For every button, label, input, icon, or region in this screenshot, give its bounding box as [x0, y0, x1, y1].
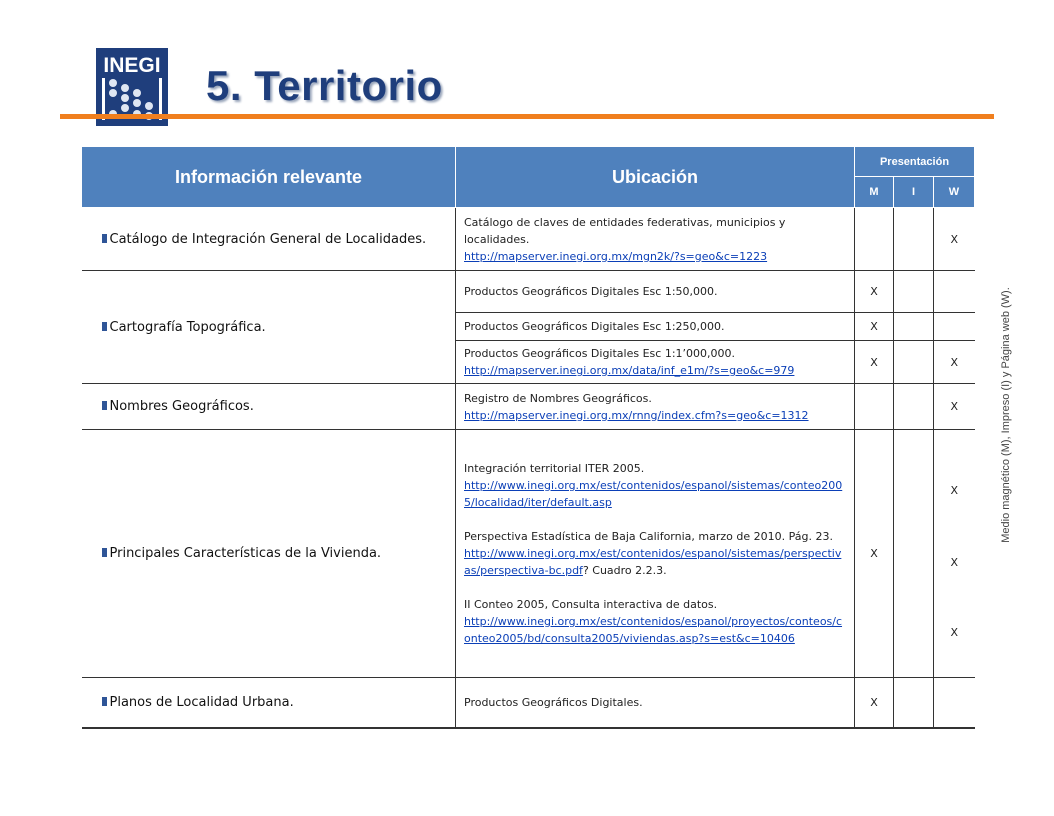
mark-w	[934, 678, 975, 728]
info-text: Catálogo de Integración General de Localidades.	[109, 231, 427, 247]
mark-i	[894, 430, 934, 678]
mark-i	[894, 384, 934, 430]
table-row	[82, 271, 975, 313]
header-presentacion: Presentación	[855, 147, 975, 177]
location-text: Registro de Nombres Geográficos.	[464, 391, 652, 405]
location-cell	[456, 271, 855, 313]
title-underline	[60, 114, 994, 119]
location-text: Productos Geográficos Digitales Esc 1:50,000.	[464, 285, 718, 298]
location-text: Catálogo de claves de entidades federativas, municipios y localidades.	[464, 215, 786, 246]
header-w: W	[934, 177, 975, 208]
mark-m: X	[855, 271, 894, 313]
mark-w: X	[950, 484, 959, 497]
mark-m	[855, 384, 894, 430]
bullet-icon	[102, 401, 107, 410]
header-i: I	[894, 177, 934, 208]
location-link[interactable]: http://www.inegi.org.mx/est/contenidos/espanol/sistemas/conteo2005/localidad/iter/default.asp	[464, 479, 843, 509]
location-text: Productos Geográficos Digitales Esc 1:250,000.	[464, 320, 725, 333]
logo-wordmark: INEGI	[103, 54, 161, 77]
mark-w	[934, 313, 975, 341]
side-note-text: Medio magnético (M), Impreso (I) y Página web (W).	[1000, 287, 1012, 543]
mark-m: X	[855, 341, 894, 384]
mark-w: X	[950, 626, 959, 639]
location-link[interactable]: http://mapserver.inegi.org.mx/mgn2k/?s=geo&c=1223	[464, 249, 768, 263]
table-row	[82, 430, 975, 678]
info-cell	[82, 271, 456, 384]
bullet-icon	[102, 234, 107, 243]
location-link[interactable]: http://www.inegi.org.mx/est/contenidos/espanol/proyectos/conteos/conteo2005/bd/consulta2005/viviendas.asp?s=est&c=10406	[464, 615, 843, 645]
info-text: Planos de Localidad Urbana.	[109, 694, 294, 710]
location-cell	[456, 430, 855, 678]
mark-m	[855, 208, 894, 271]
side-note	[996, 260, 1016, 570]
location-link[interactable]: http://mapserver.inegi.org.mx/rnng/index.cfm?s=geo&c=1312	[464, 408, 809, 422]
mark-m: X	[855, 430, 894, 678]
location-link[interactable]: http://www.inegi.org.mx/est/contenidos/espanol/sistemas/perspectivas/perspectiva-bc.pdf	[464, 547, 842, 577]
location-text: Productos Geográficos Digitales Esc 1:1’000,000.	[464, 347, 736, 360]
mark-w-group	[934, 430, 975, 678]
location-text: Integración territorial ITER 2005.	[464, 462, 645, 475]
mark-i	[894, 313, 934, 341]
info-text: Cartografía Topográfica.	[109, 319, 266, 335]
info-cell	[82, 678, 456, 728]
mark-i	[894, 208, 934, 271]
location-note: ? Cuadro 2.2.3.	[582, 564, 667, 577]
header-m: M	[855, 177, 894, 208]
mark-w: X	[950, 556, 959, 569]
mark-i	[894, 678, 934, 728]
header-ubicacion: Ubicación	[456, 147, 855, 208]
info-cell	[82, 430, 456, 678]
info-cell	[82, 384, 456, 430]
bullet-icon	[102, 548, 107, 557]
territorio-table	[81, 146, 975, 729]
location-text: Productos Geográficos Digitales.	[464, 695, 643, 709]
bullet-icon	[102, 322, 107, 331]
mark-m: X	[855, 678, 894, 728]
location-text: Perspectiva Estadística de Baja California, marzo de 2010. Pág. 23.	[464, 530, 833, 543]
bullet-icon	[102, 697, 107, 706]
location-cell	[456, 384, 855, 430]
mark-w: X	[934, 208, 975, 271]
info-cell	[82, 208, 456, 271]
info-text: Principales Características de la Vivienda.	[109, 546, 382, 561]
mark-m: X	[855, 313, 894, 341]
location-link[interactable]: http://mapserver.inegi.org.mx/data/inf_e1m/?s=geo&c=979	[464, 364, 795, 377]
mark-i	[894, 271, 934, 313]
table-row	[82, 678, 975, 728]
mark-w: X	[934, 384, 975, 430]
location-cell	[456, 313, 855, 341]
page-title: 5. Territorio	[206, 62, 443, 109]
table-row	[82, 208, 975, 271]
location-text: II Conteo 2005, Consulta interactiva de datos.	[464, 598, 718, 611]
location-cell	[456, 678, 855, 728]
header-informacion: Información relevante	[82, 147, 456, 208]
mark-i	[894, 341, 934, 384]
location-cell	[456, 208, 855, 271]
mark-w	[934, 271, 975, 313]
info-text: Nombres Geográficos.	[109, 399, 254, 414]
location-cell	[456, 341, 855, 384]
mark-w: X	[934, 341, 975, 384]
table-row	[82, 384, 975, 430]
